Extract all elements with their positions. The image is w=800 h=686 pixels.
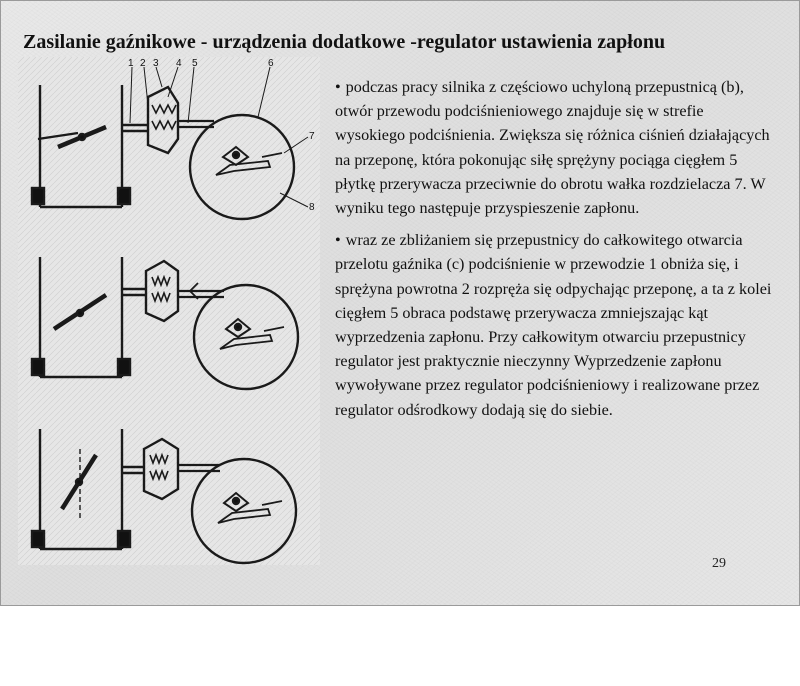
bullet-marker: • (335, 231, 341, 250)
figure-label-4: 4 (176, 58, 182, 69)
figure-label-6: 6 (268, 58, 274, 69)
bullet-marker: • (335, 78, 341, 96)
regulator-diagrams (18, 57, 320, 565)
bullet-item (335, 75, 775, 220)
bullet-text: wraz ze zbliżaniem się przepustnicy do całkowitego otwarcia przelotu gaźnika (c) podciśnienie w przewodzie 1 obniża się, i sprężyna powrotna 2 rozpręża się odpychając przeponę, a ta z kolei cięgłem 5 obraca podstawę przerywacza zmniejszając kąt wyprzedzenia zapłonu. Przy całkowitym otwarciu przepustnicy regulator jest praktycznie nieczynny Wyprzedzenie zapłonu wywoływane przez regulator podciśnieniowy i realizowane przez regulator odśrodkowy dodają się do siebie. (335, 231, 772, 419)
figure-label-2: 2 (140, 58, 146, 69)
vacuum-regulator-figure (18, 57, 320, 565)
slide-title: Zasilanie gaźnikowe - urządzenia dodatkowe -regulator ustawienia zapłonu (23, 31, 666, 53)
bullet-list (335, 75, 775, 430)
figure-label-5: 5 (192, 58, 198, 69)
page-number: 29 (712, 556, 726, 571)
figure-label-3: 3 (153, 58, 159, 69)
figure-label-7: 7 (309, 131, 315, 142)
figure-label-1: 1 (128, 58, 134, 69)
bullet-text: podczas pracy silnika z częściowo uchyloną przepustnicą (b), otwór przewodu podciśnieniowego znajduje się w strefie wysokiego podciśnienia. Zwiększa się różnica ciśnień działających na przeponę, która pokonując siłę sprężyny pociąga cięgłem 5 płytkę przerywacza przeciwnie do obrotu wałka rozdzielacza 7. W wyniku tego następuje przyspieszenie zapłonu. (335, 78, 770, 218)
bullet-item (335, 228, 775, 422)
figure-label-8: 8 (309, 202, 315, 213)
